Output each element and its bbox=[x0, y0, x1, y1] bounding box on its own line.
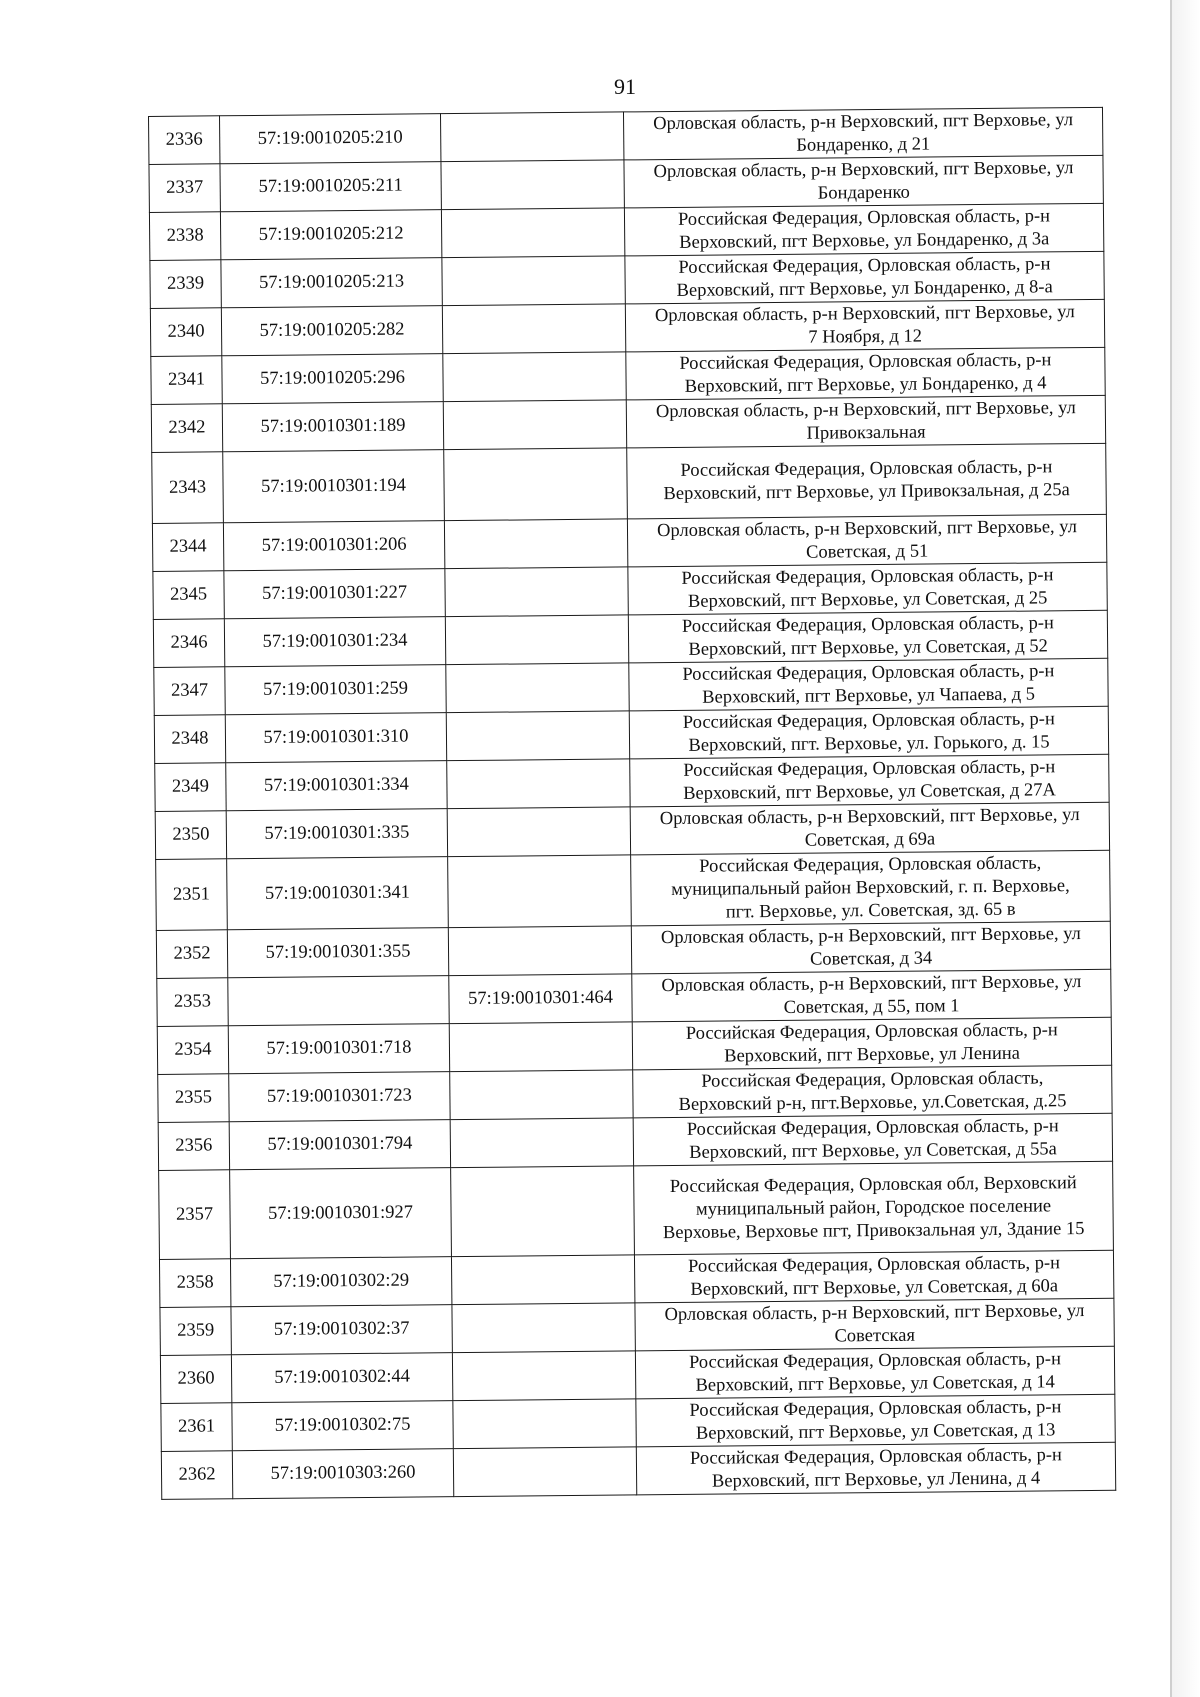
row-number: 2356 bbox=[158, 1122, 229, 1171]
address-cell bbox=[632, 1017, 1111, 1070]
address-cell bbox=[627, 514, 1106, 567]
address-line: Российская Федерация, Орловская область, р-н bbox=[688, 1348, 1062, 1373]
address-cell bbox=[629, 658, 1108, 711]
address-cell bbox=[633, 1065, 1112, 1118]
address-line: Орловская область, р-н Верховский, пгт Верховье, ул bbox=[654, 301, 1075, 326]
cadastral-number: 57:19:0010301:723 bbox=[229, 1072, 450, 1122]
row-number: 2362 bbox=[161, 1451, 232, 1500]
cadastral-number-2 bbox=[443, 400, 626, 450]
row-number: 2354 bbox=[157, 1026, 228, 1075]
cadastral-number-2 bbox=[443, 352, 626, 402]
address-cell bbox=[627, 443, 1107, 519]
row-number: 2342 bbox=[151, 404, 222, 453]
cadastral-number-2 bbox=[447, 759, 630, 809]
address-line: Советская, д 69а bbox=[804, 828, 936, 851]
cadastral-number: 57:19:0010301:194 bbox=[223, 450, 445, 523]
cadastral-number: 57:19:0010301:341 bbox=[227, 857, 449, 930]
address-line: Советская, д 55, пом 1 bbox=[783, 995, 960, 1018]
address-line: Верховский, пгт Верховье, ул Советская, д 52 bbox=[688, 635, 1048, 660]
cadastral-number-2 bbox=[445, 615, 628, 665]
address-line: Российская Федерация, Орловская область, р-н bbox=[686, 1115, 1059, 1140]
address-line: муниципальный район Верховский, г. п. Верховье, bbox=[671, 875, 1070, 900]
cadastral-number-2: 57:19:0010301:464 bbox=[449, 974, 632, 1024]
row-number: 2341 bbox=[151, 356, 222, 405]
page-edge-shadow bbox=[1170, 0, 1200, 1697]
address-cell bbox=[624, 203, 1103, 256]
address-cell bbox=[629, 706, 1108, 759]
address-cell bbox=[633, 1113, 1112, 1166]
table-row bbox=[156, 850, 1111, 930]
registry-sheet bbox=[148, 107, 1111, 1500]
address-line: Орловская область, р-н Верховский, пгт Верховье, ул bbox=[653, 109, 1074, 134]
address-line: Верховский, пгт Верховье, ул Чапаева, д 5 bbox=[702, 684, 1036, 708]
row-number: 2361 bbox=[161, 1403, 232, 1452]
table-row bbox=[159, 1161, 1114, 1259]
address-line: Российская Федерация, Орловская область, bbox=[699, 852, 1042, 877]
row-number: 2337 bbox=[149, 164, 220, 213]
address-cell bbox=[636, 1442, 1115, 1495]
cadastral-number-2 bbox=[442, 304, 625, 354]
cadastral-number-2 bbox=[450, 1070, 633, 1120]
cadastral-number-2 bbox=[448, 855, 632, 928]
address-line: Российская Федерация, Орловская область, р-н bbox=[681, 612, 1054, 637]
row-number: 2336 bbox=[149, 116, 220, 165]
address-line: муниципальный район, Городское поселение bbox=[695, 1195, 1052, 1220]
address-line: Советская, д 34 bbox=[809, 948, 933, 970]
address-line: Верховский, пгт Верховье, ул Советская, д 27А bbox=[683, 779, 1056, 804]
address-line: Российская Федерация, Орловская обл, Верховский bbox=[669, 1172, 1077, 1197]
row-number: 2344 bbox=[152, 523, 223, 572]
address-line: Советская, д 51 bbox=[806, 541, 929, 563]
cadastral-number-2 bbox=[445, 567, 628, 617]
cadastral-number: 57:19:0010205:210 bbox=[220, 114, 441, 164]
address-line: Привокзальная bbox=[806, 422, 926, 444]
page-number: 91 bbox=[614, 74, 636, 99]
address-line: Орловская область, р-н Верховский, пгт Верховье, ул bbox=[664, 1300, 1085, 1325]
row-number: 2352 bbox=[156, 930, 227, 979]
row-number: 2360 bbox=[160, 1355, 231, 1404]
address-cell bbox=[626, 347, 1105, 400]
cadastral-number: 57:19:0010205:211 bbox=[220, 162, 441, 212]
address-line: Верховский, пгт Верховье, ул Бондаренко, д 8-а bbox=[676, 276, 1053, 301]
address-line: Орловская область, р-н Верховский, пгт Верховье, ул bbox=[659, 804, 1080, 829]
address-line: Российская Федерация, Орловская область, р-н bbox=[679, 349, 1052, 374]
cadastral-number-2 bbox=[447, 807, 630, 857]
cadastral-number-2 bbox=[441, 208, 624, 258]
address-line: Бондаренко bbox=[817, 182, 910, 204]
address-cell bbox=[631, 921, 1110, 974]
address-line: Российская Федерация, Орловская область, р-н bbox=[689, 1396, 1062, 1421]
address-line: Верховье, Верховье пгт, Привокзальная ул, Здание 15 bbox=[662, 1218, 1085, 1243]
row-number: 2338 bbox=[149, 212, 220, 261]
address-line: Верховский, пгт Верховье, ул Советская, д 55а bbox=[689, 1138, 1057, 1163]
address-line: Российская Федерация, Орловская область, bbox=[701, 1067, 1044, 1092]
row-number: 2340 bbox=[150, 308, 221, 357]
address-line: Российская Федерация, Орловская область, р-н bbox=[683, 756, 1056, 781]
row-number: 2358 bbox=[159, 1259, 230, 1308]
cadastral-number: 57:19:0010301:234 bbox=[224, 617, 445, 667]
address-line: Верховский, пгт. Верховье, ул. Горького, д. 15 bbox=[688, 731, 1050, 756]
address-line: Бондаренко, д 21 bbox=[796, 133, 931, 156]
row-number: 2349 bbox=[155, 763, 226, 812]
address-line: Верховский, пгт Верховье, ул Советская, д 25 bbox=[687, 587, 1048, 612]
cadastral-number: 57:19:0010301:334 bbox=[226, 761, 447, 811]
row-number: 2345 bbox=[153, 571, 224, 620]
cadastral-number bbox=[228, 976, 449, 1026]
address-cell bbox=[631, 850, 1111, 926]
address-cell bbox=[628, 562, 1107, 615]
address-cell bbox=[625, 299, 1104, 352]
cadastral-number: 57:19:0010301:189 bbox=[222, 402, 443, 452]
cadastral-number: 57:19:0010301:227 bbox=[224, 569, 445, 619]
row-number: 2350 bbox=[155, 811, 226, 860]
address-cell bbox=[635, 1298, 1114, 1351]
address-line: Верховский, пгт Верховье, ул Советская, д 14 bbox=[695, 1371, 1055, 1396]
address-line: Орловская область, р-н Верховский, пгт Верховье, ул bbox=[661, 971, 1082, 996]
row-number: 2353 bbox=[157, 978, 228, 1027]
address-cell bbox=[634, 1250, 1113, 1303]
cadastral-number: 57:19:0010302:44 bbox=[231, 1353, 452, 1403]
row-number: 2343 bbox=[152, 452, 224, 524]
cadastral-number-2 bbox=[450, 1118, 633, 1168]
address-cell bbox=[632, 969, 1111, 1022]
row-number: 2355 bbox=[158, 1074, 229, 1123]
address-cell bbox=[623, 107, 1102, 160]
cadastral-number-2 bbox=[444, 448, 628, 521]
row-number: 2347 bbox=[154, 667, 225, 716]
address-line: Советская bbox=[834, 1325, 916, 1346]
cadastral-number-2 bbox=[453, 1447, 636, 1497]
row-number: 2339 bbox=[150, 260, 221, 309]
address-line: Верховский, пгт Верховье, ул Ленина bbox=[724, 1043, 1021, 1067]
cadastral-number: 57:19:0010205:212 bbox=[220, 210, 441, 260]
address-cell bbox=[636, 1394, 1115, 1447]
address-cell bbox=[624, 155, 1103, 208]
cadastral-number: 57:19:0010301:206 bbox=[223, 521, 444, 571]
cadastral-number: 57:19:0010301:718 bbox=[228, 1024, 449, 1074]
address-line: Российская Федерация, Орловская область, р-н bbox=[678, 253, 1051, 278]
row-number: 2346 bbox=[153, 619, 224, 668]
address-line: Российская Федерация, Орловская область, р-н bbox=[681, 564, 1054, 589]
row-number: 2357 bbox=[159, 1170, 231, 1260]
cadastral-number: 57:19:0010301:794 bbox=[229, 1120, 450, 1170]
address-line: Верховский, пгт Верховье, ул Ленина, д 4 bbox=[711, 1467, 1041, 1492]
row-number: 2348 bbox=[154, 715, 225, 764]
cadastral-number-2 bbox=[451, 1255, 634, 1305]
cadastral-number-2 bbox=[441, 160, 624, 210]
cadastral-number: 57:19:0010302:29 bbox=[230, 1257, 451, 1307]
address-line: Верховский, пгт Верховье, ул Советская, д 13 bbox=[695, 1419, 1056, 1444]
cadastral-number: 57:19:0010301:310 bbox=[225, 713, 446, 763]
table-row bbox=[161, 1442, 1115, 1499]
address-cell bbox=[630, 754, 1109, 807]
address-line: Верховский, пгт Верховье, ул Привокзальная, д 25а bbox=[663, 480, 1070, 505]
address-cell bbox=[625, 251, 1104, 304]
cadastral-number-2 bbox=[442, 256, 625, 306]
cadastral-number-2 bbox=[452, 1303, 635, 1353]
cadastral-number-2 bbox=[451, 1166, 635, 1257]
cadastral-number-2 bbox=[446, 663, 629, 713]
row-number: 2359 bbox=[160, 1307, 231, 1356]
address-line: Орловская область, р-н Верховский, пгт Верховье, ул bbox=[653, 157, 1074, 182]
address-line: Российская Федерация, Орловская область, р-н bbox=[680, 457, 1053, 481]
address-line: 7 Ноября, д 12 bbox=[808, 326, 923, 348]
row-number: 2351 bbox=[156, 859, 228, 931]
address-line: Российская Федерация, Орловская область, р-н bbox=[688, 1252, 1061, 1277]
address-line: Орловская область, р-н Верховский, пгт Верховье, ул bbox=[656, 516, 1078, 541]
cadastral-number-2 bbox=[446, 711, 629, 761]
address-line: Орловская область, р-н Верховский, пгт Верховье, ул bbox=[660, 923, 1081, 948]
cadastral-number-2 bbox=[448, 926, 631, 976]
address-cell bbox=[635, 1346, 1114, 1399]
cadastral-number-2 bbox=[452, 1351, 635, 1401]
address-line: Российская Федерация, Орловская область, р-н bbox=[682, 708, 1055, 733]
cadastral-number: 57:19:0010205:296 bbox=[222, 354, 443, 404]
address-line: Верховский, пгт Верховье, ул Бондаренко, д 4 bbox=[684, 372, 1047, 397]
cadastral-number: 57:19:0010301:335 bbox=[226, 809, 447, 859]
address-line: Верховский, пгт Верховье, ул Советская, д 60а bbox=[690, 1275, 1059, 1300]
address-cell bbox=[626, 395, 1105, 448]
address-line: Российская Федерация, Орловская область, р-н bbox=[689, 1444, 1062, 1469]
cadastral-number-2 bbox=[440, 112, 623, 162]
cadastral-number-2 bbox=[449, 1022, 632, 1072]
registry-table bbox=[148, 107, 1116, 1500]
address-cell bbox=[628, 610, 1107, 663]
address-line: Верховский р-н, пгт.Верховье, ул.Советская, д.25 bbox=[678, 1090, 1067, 1115]
cadastral-number: 57:19:0010302:37 bbox=[231, 1305, 452, 1355]
address-line: Верховский, пгт Верховье, ул Бондаренко, д 3а bbox=[679, 228, 1050, 253]
table-row bbox=[152, 443, 1107, 523]
address-line: Российская Федерация, Орловская область, р-н bbox=[677, 205, 1051, 230]
cadastral-number: 57:19:0010301:355 bbox=[227, 928, 448, 978]
cadastral-number: 57:19:0010301:927 bbox=[230, 1168, 452, 1259]
address-cell bbox=[634, 1161, 1114, 1255]
cadastral-number-2 bbox=[444, 519, 627, 569]
address-line: Российская Федерация, Орловская область, р-н bbox=[682, 660, 1055, 685]
cadastral-number: 57:19:0010205:282 bbox=[221, 306, 442, 356]
address-line: пгт. Верховье, ул. Советская, зд. 65 в bbox=[725, 899, 1016, 922]
address-line: Российская Федерация, Орловская область, р-н bbox=[685, 1019, 1058, 1044]
cadastral-number-2 bbox=[453, 1399, 636, 1449]
address-cell bbox=[630, 802, 1109, 855]
cadastral-number: 57:19:0010205:213 bbox=[221, 258, 442, 308]
cadastral-number: 57:19:0010301:259 bbox=[225, 665, 446, 715]
cadastral-number: 57:19:0010303:260 bbox=[232, 1449, 453, 1499]
address-line: Орловская область, р-н Верховский, пгт Верховье, ул bbox=[655, 397, 1076, 422]
cadastral-number: 57:19:0010302:75 bbox=[232, 1401, 453, 1451]
